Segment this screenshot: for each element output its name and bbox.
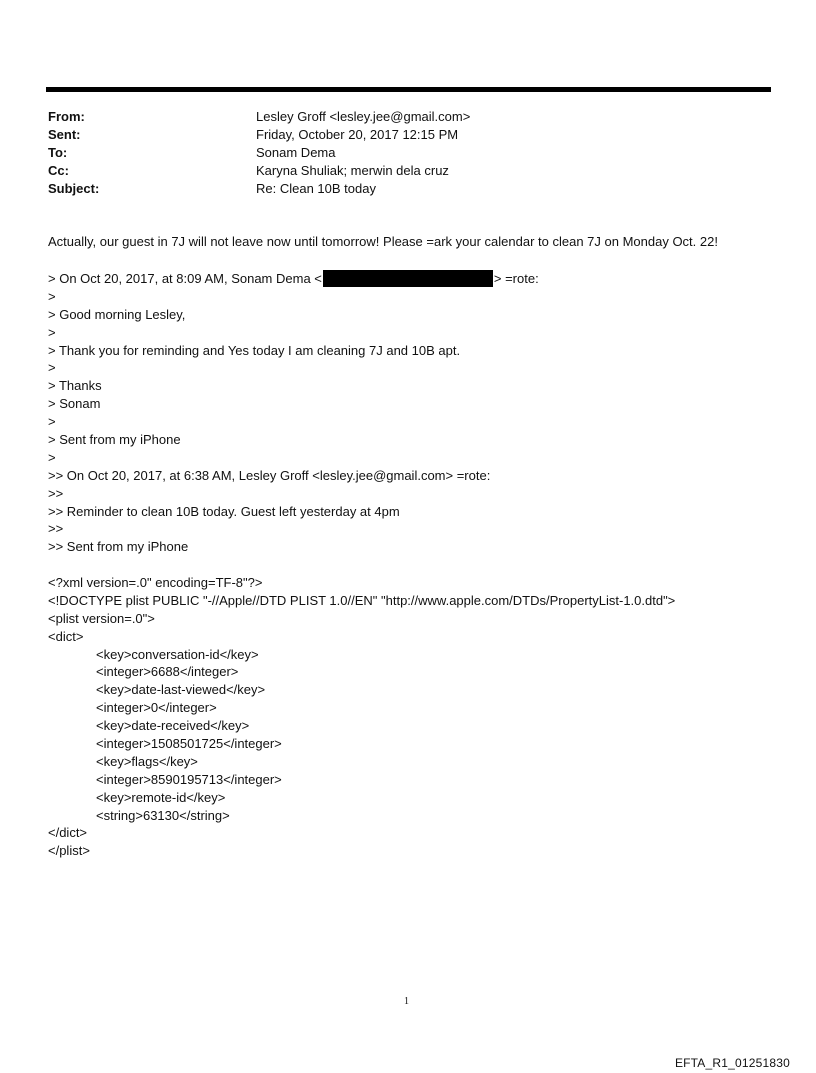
email-body: Actually, our guest in 7J will not leave now until tomorrow! Please =ark your calendar to clean 7J on Monday Oct. 22!: [48, 234, 718, 249]
to-value: Sonam Dema: [256, 145, 336, 160]
quoted-line: >> Reminder to clean 10B today. Guest left yesterday at 4pm: [48, 503, 400, 519]
subject-value: Re: Clean 10B today: [256, 181, 376, 196]
header-row-sent: [48, 126, 470, 144]
cc-label: Cc:: [48, 163, 69, 178]
xml-line: <string>63130</string>: [96, 807, 230, 823]
quoted-line: >>: [48, 521, 64, 537]
xml-line: <key>conversation-id</key>: [96, 646, 259, 662]
xml-line: <integer>0</integer>: [96, 700, 217, 716]
quoted-line: >> Sent from my iPhone: [48, 539, 189, 555]
xml-line: <plist version=.0">: [48, 610, 155, 626]
header-row-cc: [48, 162, 470, 180]
quoted-line: [48, 270, 539, 288]
page-number: 1: [404, 996, 409, 1007]
quoted-line: >> On Oct 20, 2017, at 6:38 AM, Lesley Groff <lesley.jee@gmail.com> =rote:: [48, 467, 491, 483]
quoted-thread: [48, 270, 539, 556]
header-rule: [46, 87, 771, 92]
xml-line: <integer>1508501725</integer>: [96, 736, 282, 752]
email-header: [48, 108, 470, 198]
quoted-line: > Thanks: [48, 378, 102, 394]
quoted-line: >: [48, 414, 56, 430]
quoted-line: >: [48, 449, 56, 465]
xml-line: </dict>: [48, 825, 88, 841]
sent-value: Friday, October 20, 2017 12:15 PM: [256, 127, 459, 142]
cc-value: Karyna Shuliak; merwin dela cruz: [256, 163, 449, 178]
from-value: Lesley Groff <lesley.jee@gmail.com>: [256, 109, 471, 124]
xml-line: </plist>: [48, 843, 90, 859]
from-label: From:: [48, 109, 85, 124]
quoted-line: >: [48, 360, 56, 376]
quoted-line: > Good morning Lesley,: [48, 306, 186, 322]
header-row-subject: [48, 180, 470, 198]
xml-line: <!DOCTYPE plist PUBLIC "-//Apple//DTD PLIST 1.0//EN" "http://www.apple.com/DTDs/PropertyList-1.0.dtd">: [48, 592, 676, 608]
bates-number: EFTA_R1_01251830: [674, 1056, 790, 1070]
quoted-line: > Sonam: [48, 396, 101, 412]
quoted-line: >>: [48, 485, 64, 501]
quoted-line: >: [48, 288, 56, 304]
quoted-first-prefix: > On Oct 20, 2017, at 8:09 AM, Sonam Dema <: [48, 271, 322, 286]
header-row-to: [48, 144, 470, 162]
plist-xml-block: [48, 574, 675, 860]
quoted-line: >: [48, 324, 56, 340]
subject-label: Subject:: [48, 181, 100, 196]
xml-line: <integer>6688</integer>: [96, 664, 239, 680]
sent-label: Sent:: [48, 127, 81, 142]
xml-line: <dict>: [48, 628, 84, 644]
quoted-first-suffix: > =rote:: [493, 271, 539, 286]
to-label: To:: [48, 145, 68, 160]
xml-line: <key>date-last-viewed</key>: [96, 682, 266, 698]
redaction-box: [323, 270, 493, 287]
xml-line: <?xml version=.0" encoding=TF-8"?>: [48, 575, 263, 590]
xml-line: <key>date-received</key>: [96, 718, 250, 734]
xml-line: <integer>8590195713</integer>: [96, 771, 282, 787]
xml-line: <key>flags</key>: [96, 753, 198, 769]
xml-line: <key>remote-id</key>: [96, 789, 226, 805]
quoted-line: > Sent from my iPhone: [48, 432, 181, 448]
quoted-line: > Thank you for reminding and Yes today I am cleaning 7J and 10B apt.: [48, 342, 461, 358]
header-row-from: [48, 108, 470, 126]
